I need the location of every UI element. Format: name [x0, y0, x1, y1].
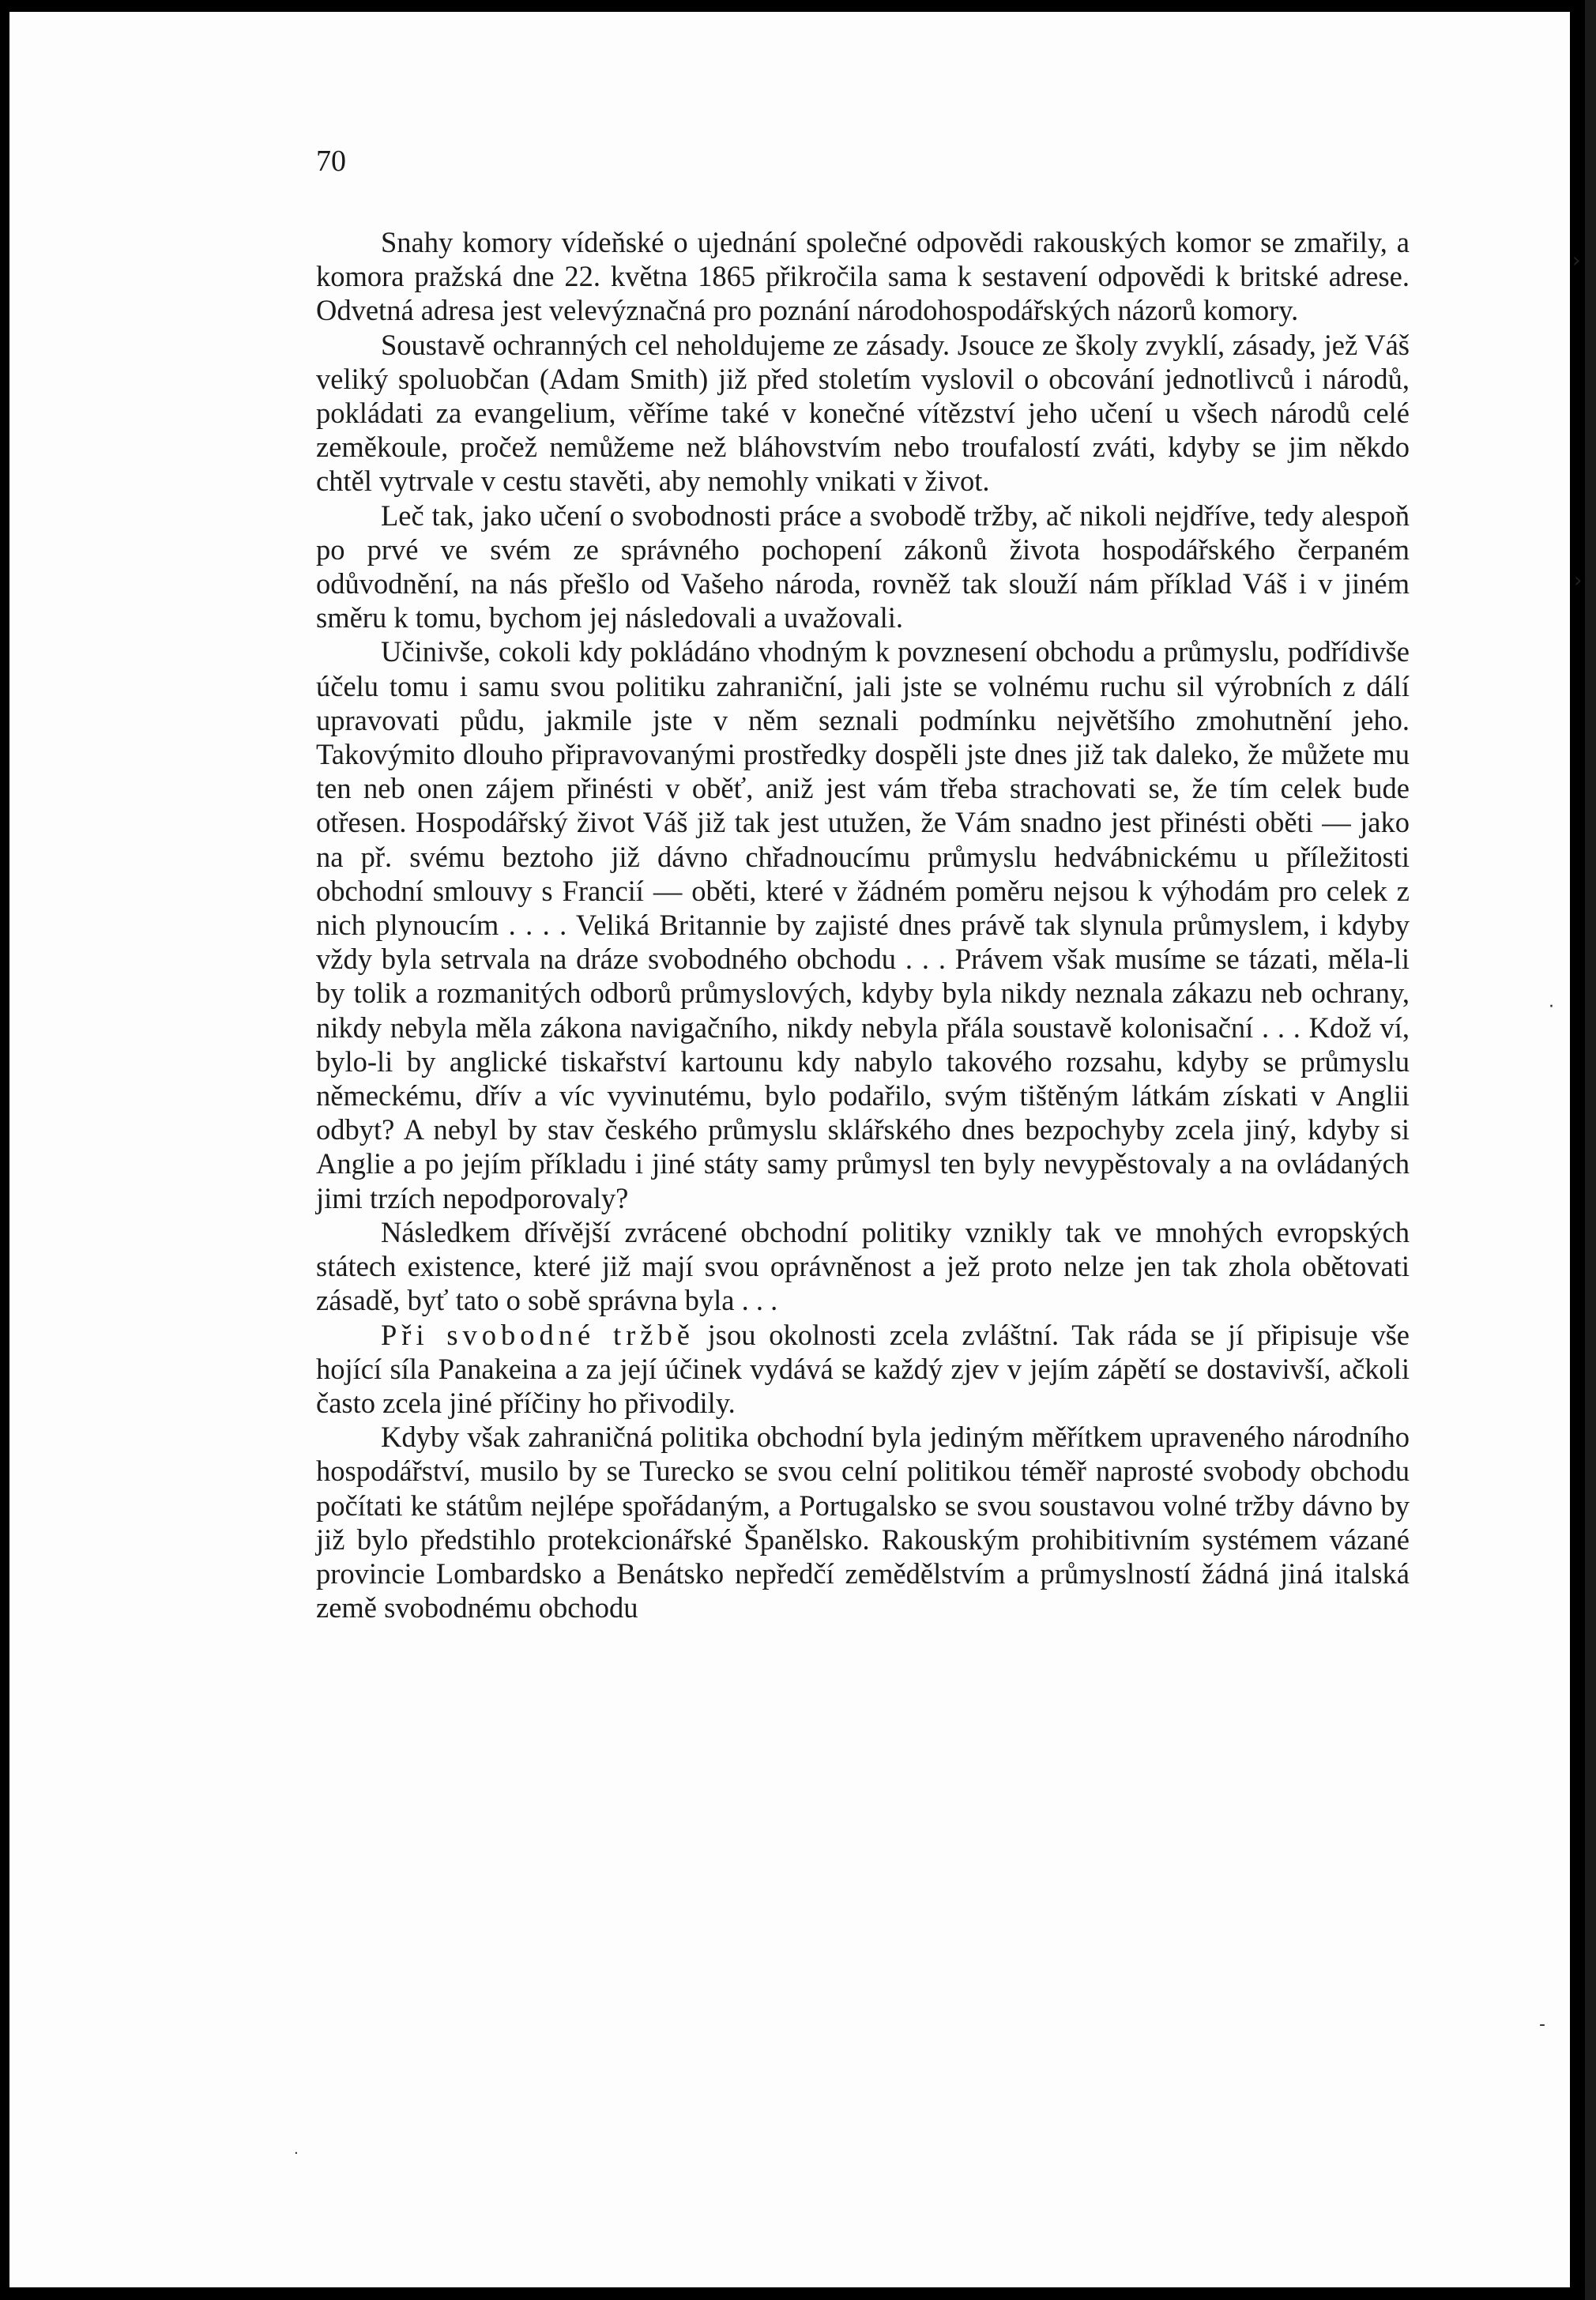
paragraph-2: Soustavě ochranných cel neholdujeme ze zásady. Jsouce ze školy zvyklí, zásady, jež Váš veliký spoluobčan (Adam Smith) již před stoletím vyslovil o obcování jednotlivců i národů, pokládati za evangelium, věříme také v konečné vítězství jeho učení u všech národů celé zeměkoule, pročež nemůžeme než bláhovstvím nebo troufalostí zváti, kdyby se jim někdo chtěl vytrvale v cestu stavěti, aby nemohly vnikati v život. [316, 328, 1410, 498]
page-number: 70 [316, 145, 346, 178]
paragraph-6-text: jsou okolnosti zcela zvláštní. Tak ráda se jí připisuje vše hojící síla Panakeina a za její účinek vydává se každý zjev v jejím zápětí se dostavivší, ačkoli často zcela jiné příčiny ho přivodily. [316, 1318, 1410, 1419]
margin-mark-right-bottom: - [1539, 2015, 1545, 2035]
paragraph-6 [316, 1318, 1410, 1421]
paragraph-7: Kdyby však zahraničná politika obchodní byla jediným měřítkem upraveného národního hospodářství, musilo by se Turecko se svou celní politikou téměř naprosté svobody obchodu počítati ke státům nejlépe spořádaným, a Portugalsko se svou soustavou volné tržby dávno by již bylo předstihlo protekcionářské Španělsko. Rakouským prohibitivním systémem vázané provincie Lombardsko a Benátsko nepředčí zemědělstvím a průmyslností žádná jiná italská země svobodnému obchodu [316, 1421, 1410, 1624]
paragraph-4: Učinivše, cokoli kdy pokládáno vhodným k povznesení obchodu a průmyslu, podřídivše účelu tomu i samu svou politiku zahraniční, jali jste se volnému ruchu sil výrobních z dálí upravovati půdu, jakmile jste v něm seznali podmínku největšího zmohutnění jeho. Takovýmito dlouho připravovanými prostředky dospěli jste dnes již tak daleko, že můžete mu ten neb onen zájem přinésti v oběť, aniž jest vám třeba strachovati se, že tím celek bude otřesen. Hospodářský život Váš již tak jest utužen, že Vám snadno jest přinésti oběti — jako na př. svému beztoho již dávno chřadnoucímu průmyslu hedvábnickému u příležitosti obchodní smlouvy s Francií — oběti, které v žádném poměru nejsou k výhodám pro celek z nich plynoucím . . . . Veliká Britannie by zajisté dnes právě tak slynula průmyslem, i kdyby vždy byla setrvala na dráze svobodného obchodu . . . Právem však musíme se tázati, měla-li by tolik a rozmanitých odborů průmyslových, kdyby byla nikdy neznala zákazu neb ochrany, nikdy nebyla měla zákona navigačního, nikdy nebyla přála soustavě kolonisační . . . Kdož ví, bylo-li by anglické tiskařství kartounu kdy nabylo takového rozsahu, kdyby se průmyslu německému, dřív a víc vyvinutému, bylo podařilo, svým tištěným látkám získati v Anglii odbyt? A nebyl by stav českého průmyslu sklářského dnes bezpochyby zcela jiný, kdyby si Anglie a po jejím příkladu i jiné státy samy průmysl ten byly nevypěstovaly a na ovládaných jimi trzích nepodporovaly? [316, 635, 1410, 1214]
spaced-emphasis: Při svobodné tržbě [381, 1318, 694, 1351]
margin-mark-right-top: › [1572, 249, 1581, 273]
body-text [316, 225, 1410, 1624]
paragraph-5: Následkem dřívější zvrácené obchodní politiky vznikly tak ve mnohých evropských státech existence, které již mají svou oprávněnost a jež proto nelze jen tak zhola obětovati zásadě, byť tato o sobě správna byla . . . [316, 1215, 1410, 1317]
paragraph-1: Snahy komory vídeňské o ujednání společné odpovědi rakouských komor se zmařily, a komora pražská dne 22. května 1865 přikročila sama k sestavení odpovědi k britské adrese. Odvetná adresa jest velevýznačná pro poznání národohospodářských názorů komory. [316, 226, 1410, 327]
margin-mark-right-lower: · [1549, 997, 1554, 1017]
paragraph-3: Leč tak, jako učení o svobodnosti práce a svobodě tržby, ač nikoli nejdříve, tedy alespoň po prvé ve svém ze správného pochopení zákonů života hospodářského čerpaném odůvodnění, na nás přešlo od Vašeho národa, rovněž tak slouží nám příklad Váš i v jiném směru k tomu, bychom jej následovali a uvažovali. [316, 499, 1410, 634]
scan-edge-strip [1585, 0, 1596, 2300]
margin-mark-right-middle: › [1574, 569, 1583, 593]
margin-mark-left-bottom: · [294, 2145, 299, 2162]
